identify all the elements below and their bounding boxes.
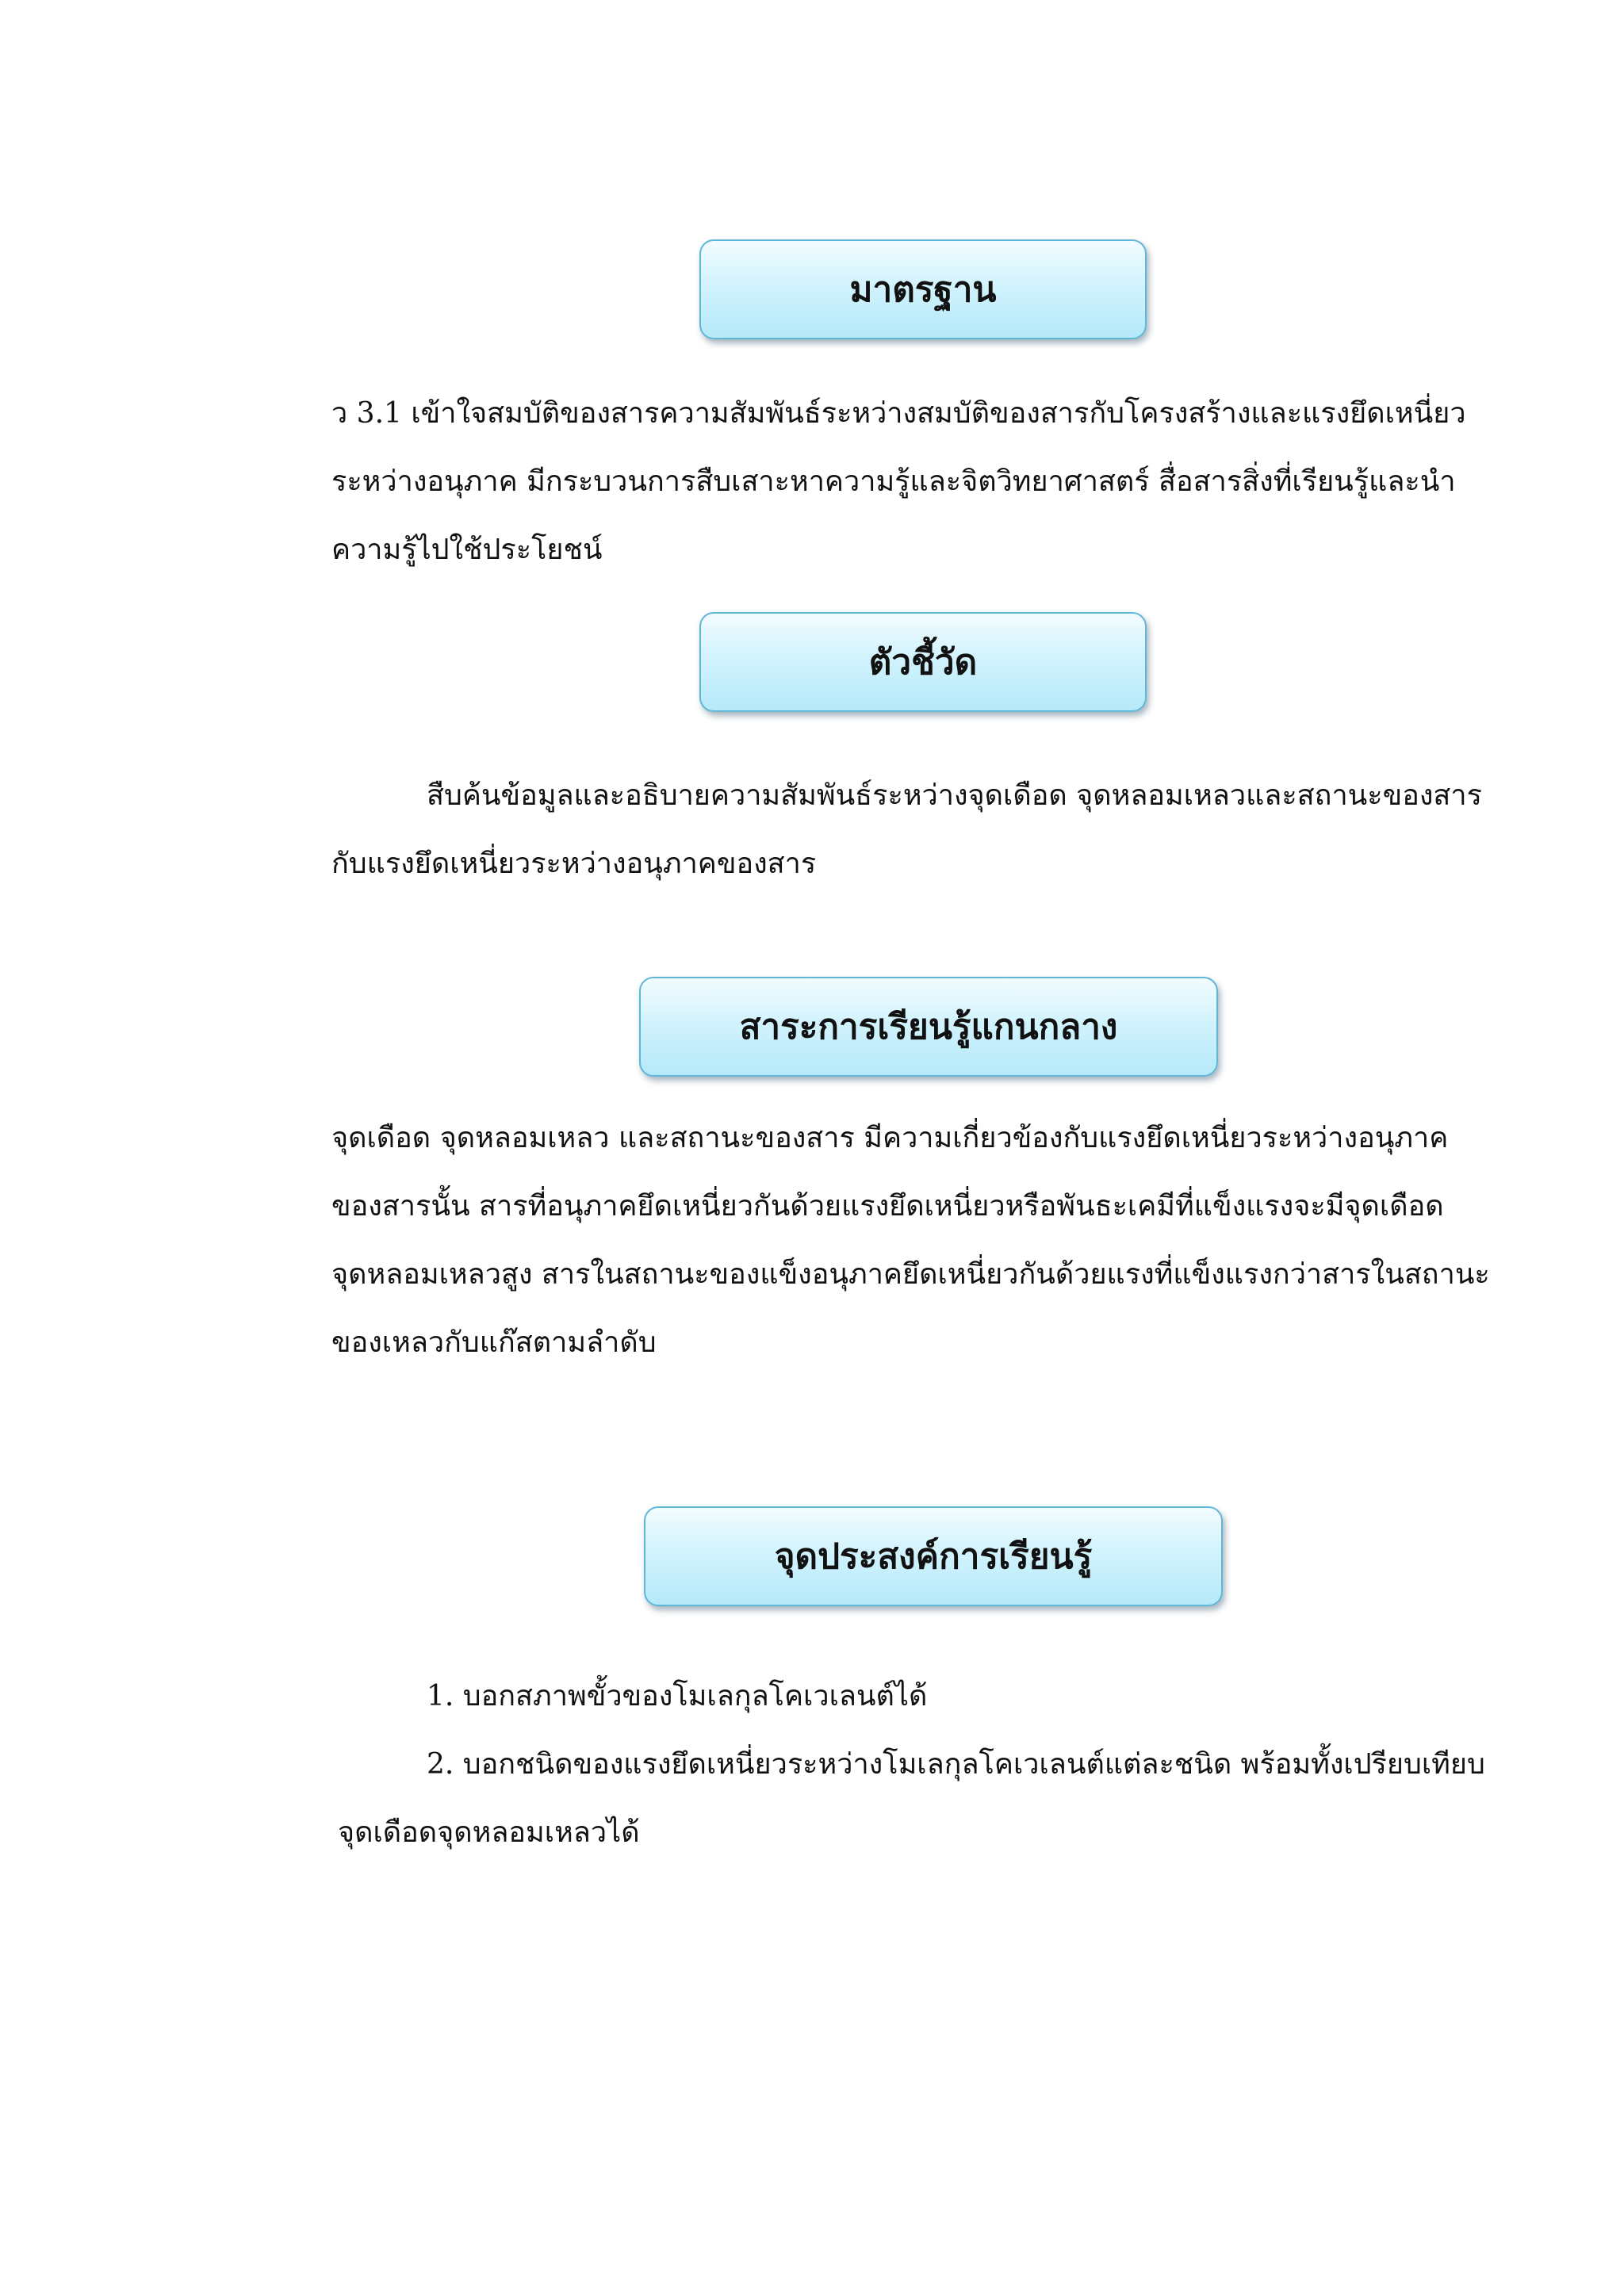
- core-content-line-2: ของสารนั้น สารที่อนุภาคยึดเหนี่ยวกันด้วยแรงยึดเหนี่ยวหรือพันธะเคมีที่แข็งแรงจะมีจุดเดือด: [331, 1190, 1444, 1223]
- standard-heading-box: [699, 239, 1147, 339]
- objective-item-2: 2. บอกชนิดของแรงยึดเหนี่ยวระหว่างโมเลกุลโคเวเลนต์แต่ละชนิด พร้อมทั้งเปรียบเทียบ: [427, 1748, 1485, 1781]
- indicator-line-2: กับแรงยึดเหนี่ยวระหว่างอนุภาคของสาร: [331, 848, 817, 880]
- indicator-heading-box: [699, 612, 1147, 712]
- objectives-heading-box: [644, 1506, 1223, 1606]
- indicator-line-1: สืบค้นข้อมูลและอธิบายความสัมพันธ์ระหว่างจุดเดือด จุดหลอมเหลวและสถานะของสาร: [427, 779, 1482, 812]
- core-content-line-3: จุดหลอมเหลวสูง สารในสถานะของแข็งอนุภาคยึดเหนี่ยวกันด้วยแรงที่แข็งแรงกว่าสารในสถานะ: [331, 1258, 1490, 1291]
- standard-heading: มาตรฐาน: [849, 270, 997, 310]
- core-content-line-4: ของเหลวกับแก๊สตามลำดับ: [331, 1326, 657, 1359]
- core-content-heading-box: [639, 977, 1218, 1077]
- core-content-heading: สาระการเรียนรู้แกนกลาง: [739, 1007, 1118, 1047]
- indicator-heading: ตัวชี้วัด: [868, 642, 978, 683]
- standard-line-2: ระหว่างอนุภาค มีกระบวนการสืบเสาะหาความรู้และจิตวิทยาศาสตร์ สื่อสารสิ่งที่เรียนรู้และนำ: [331, 465, 1456, 498]
- standard-line-1: ว 3.1 เข้าใจสมบัติของสารความสัมพันธ์ระหว่างสมบัติของสารกับโครงสร้างและแรงยึดเหนี่ยว: [331, 397, 1466, 430]
- objectives-heading: จุดประสงค์การเรียนรู้: [774, 1536, 1093, 1577]
- objective-item-1: 1. บอกสภาพขั้วของโมเลกุลโคเวเลนต์ได้: [427, 1680, 928, 1712]
- core-content-line-1: จุดเดือด จุดหลอมเหลว และสถานะของสาร มีความเกี่ยวข้องกับแรงยึดเหนี่ยวระหว่างอนุภาค: [331, 1122, 1449, 1154]
- standard-line-3: ความรู้ไปใช้ประโยชน์: [331, 534, 603, 566]
- objective-item-2-continuation: จุดเดือดจุดหลอมเหลวได้: [338, 1816, 640, 1849]
